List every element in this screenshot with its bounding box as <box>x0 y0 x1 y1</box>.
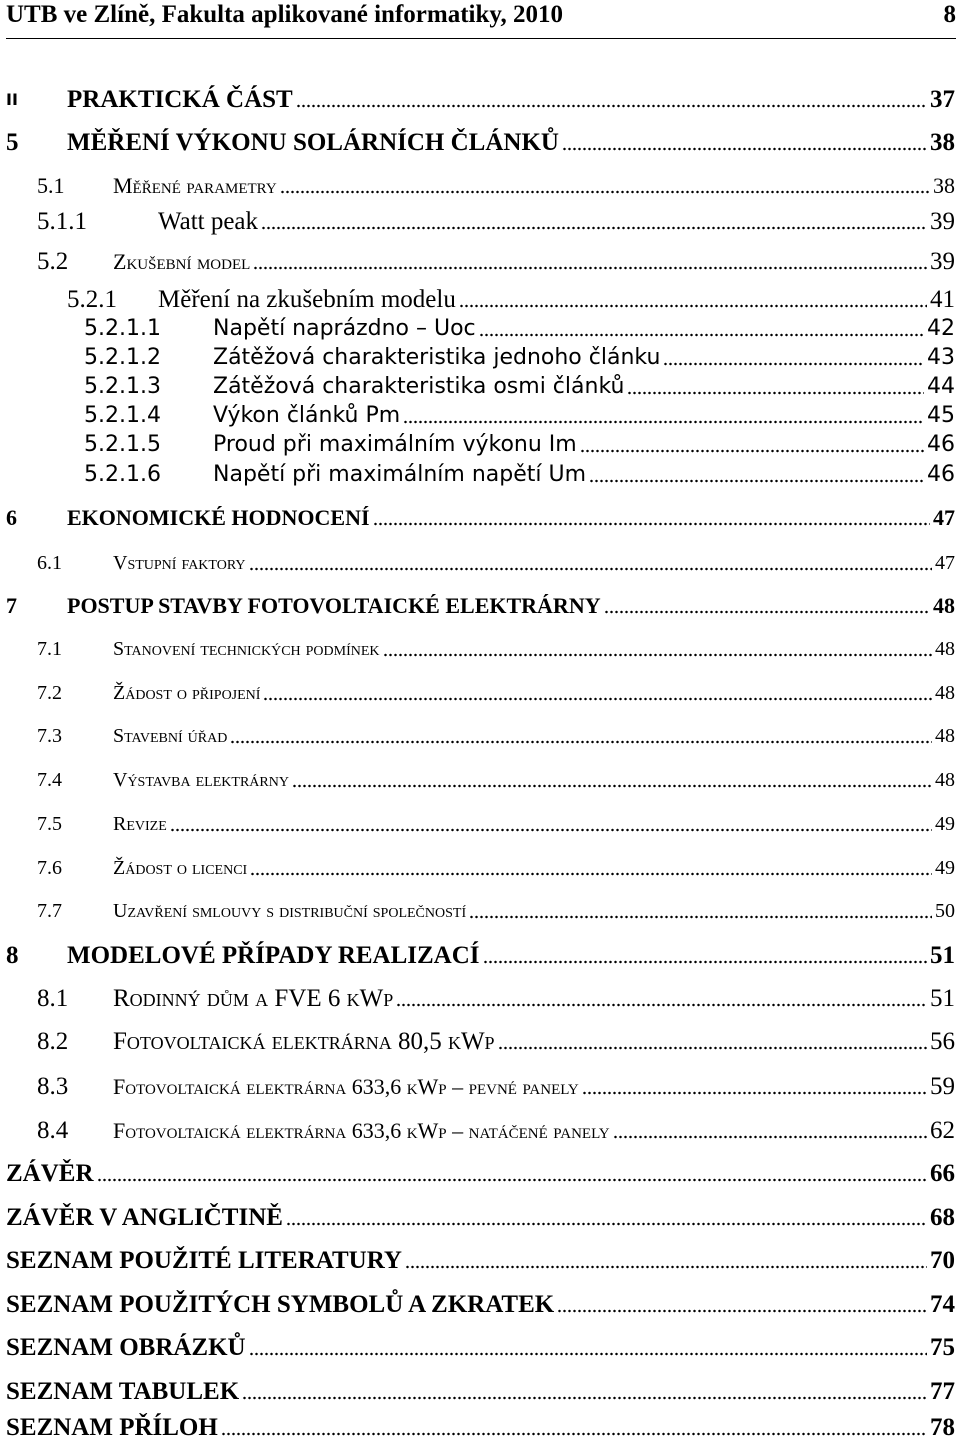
leader-dots <box>280 190 930 194</box>
toc-page: 51 <box>927 940 955 972</box>
toc-entry-symboly[interactable] <box>0 1289 960 1321</box>
toc-page: 78 <box>927 1412 955 1444</box>
toc-entry-7-6[interactable] <box>0 852 960 884</box>
toc-entry-8-2[interactable] <box>0 1026 960 1058</box>
toc-page: 74 <box>927 1289 955 1321</box>
leader-dots <box>250 872 932 876</box>
leader-dots <box>483 960 927 964</box>
toc-entry-tabulky[interactable] <box>0 1376 960 1408</box>
leader-dots <box>242 1396 927 1400</box>
toc-page: 38 <box>927 127 955 159</box>
toc-entry-part-ii[interactable] <box>0 84 960 116</box>
toc-number: 8.1 <box>37 983 72 1015</box>
toc-entry-zaver-en[interactable] <box>0 1202 960 1234</box>
toc-title: Stanovení technických podmínek <box>113 633 383 665</box>
toc-entry-zaver[interactable] <box>0 1158 960 1190</box>
toc-page: 46 <box>924 459 955 491</box>
toc-page: 51 <box>927 983 955 1015</box>
toc-page: 49 <box>932 852 955 884</box>
toc-title: MĚŘENÍ VÝKONU SOLÁRNÍCH ČLÁNKŮ <box>67 127 562 159</box>
toc-page: 44 <box>924 371 955 403</box>
leader-dots <box>663 362 924 366</box>
toc-entry-5-1-1[interactable] <box>0 206 960 238</box>
toc-title: ZÁVĚR V ANGLIČTINĚ <box>6 1202 286 1234</box>
leader-dots <box>604 610 930 614</box>
leader-dots <box>582 1091 927 1095</box>
leader-dots <box>580 449 924 453</box>
toc-title: POSTUP STAVBY FOTOVOLTAICKÉ ELEKTRÁRNY <box>67 590 604 622</box>
toc-number: 7.5 <box>37 808 66 840</box>
toc-number: 7.7 <box>37 895 66 927</box>
toc-entry-5-2-1-3[interactable] <box>0 371 960 403</box>
toc-entry-5-2-1[interactable] <box>0 284 960 316</box>
leader-dots <box>261 226 927 230</box>
toc-title: Napětí naprázdno – Uoc <box>213 313 479 345</box>
toc-title: Měření na zkušebním modelu <box>158 284 459 316</box>
toc-number: 5.2.1.6 <box>84 459 165 491</box>
header-title: UTB ve Zlíně, Fakulta aplikované informatiky, 2010 <box>6 1 564 28</box>
toc-entry-5-2-1-2[interactable] <box>0 342 960 374</box>
toc-number: 5.2.1.1 <box>84 313 165 345</box>
toc-title: MODELOVÉ PŘÍPADY REALIZACÍ <box>67 940 483 972</box>
toc-number: 5.1 <box>37 170 69 202</box>
toc-title: Uzavření smlouvy s distribuční společností <box>113 895 469 927</box>
toc-title: Revize <box>113 808 170 840</box>
page-header <box>6 0 956 39</box>
toc-page: 70 <box>927 1245 955 1277</box>
toc-number: 8.3 <box>37 1071 72 1103</box>
toc-entry-obrazky[interactable] <box>0 1332 960 1364</box>
toc-number: 7.2 <box>37 677 66 709</box>
leader-dots <box>296 104 927 108</box>
toc-number: 7.3 <box>37 720 66 752</box>
toc-title: Stavební úřad <box>113 720 230 752</box>
toc-entry-6-1[interactable] <box>0 547 960 579</box>
leader-dots <box>292 784 932 788</box>
leader-dots <box>230 740 932 744</box>
leader-dots <box>459 304 927 308</box>
toc-page: 47 <box>930 502 955 534</box>
leader-dots <box>383 653 932 657</box>
toc-entry-5-1[interactable] <box>0 170 960 202</box>
header-page-number: 8 <box>943 1 956 28</box>
toc-page: 49 <box>932 808 955 840</box>
leader-dots <box>469 915 932 919</box>
toc-page: 39 <box>927 246 955 278</box>
toc-entry-7-3[interactable] <box>0 720 960 752</box>
toc-page: 59 <box>927 1071 955 1103</box>
toc-title: Výstavba elektrárny <box>113 764 292 796</box>
toc-page: 42 <box>924 313 955 345</box>
toc-page: 48 <box>932 764 955 796</box>
toc-number: 5.2.1.5 <box>84 429 165 461</box>
leader-dots <box>627 391 924 395</box>
toc-title: SEZNAM TABULEK <box>6 1376 242 1408</box>
toc-number: 5.2.1.3 <box>84 371 165 403</box>
leader-dots <box>613 1135 927 1139</box>
toc-number: 7.1 <box>37 633 66 665</box>
toc-title: SEZNAM PŘÍLOH <box>6 1412 221 1444</box>
leader-dots <box>253 266 927 270</box>
toc-entry-chapter-5[interactable] <box>0 127 960 159</box>
toc-title: Měřené parametry <box>113 170 280 202</box>
leader-dots <box>396 1003 927 1007</box>
toc-entry-7-5[interactable] <box>0 808 960 840</box>
toc-title: Fotovoltaická elektrárna 633,6 kWp – natáčené panely <box>113 1115 613 1147</box>
toc-entry-5-2-1-4[interactable] <box>0 400 960 432</box>
toc-number: 5 <box>6 127 23 159</box>
leader-dots <box>373 522 930 526</box>
toc-number: 8.2 <box>37 1026 72 1058</box>
toc-title: Napětí při maximálním napětí Um <box>213 459 589 491</box>
toc-entry-5-2-1-5[interactable] <box>0 429 960 461</box>
toc-page: 48 <box>932 633 955 665</box>
toc-page: 77 <box>927 1376 955 1408</box>
toc-number: 5.2.1 <box>67 284 121 316</box>
toc-number: II <box>6 84 22 116</box>
toc-title: Rodinný dům a FVE 6 kWp <box>113 983 396 1015</box>
toc-title: SEZNAM POUŽITÉ LITERATURY <box>6 1245 405 1277</box>
leader-dots <box>557 1309 927 1313</box>
toc-title: Výkon článků Pm <box>213 400 403 432</box>
leader-dots <box>249 1352 927 1356</box>
toc-title: PRAKTICKÁ ČÁST <box>67 84 296 116</box>
toc-entry-7-7[interactable] <box>0 895 960 927</box>
toc-page: 75 <box>927 1332 955 1364</box>
toc-entry-chapter-7[interactable] <box>0 590 960 622</box>
toc-entry-5-2-1-6[interactable] <box>0 459 960 491</box>
toc-title: Zátěžová charakteristika osmi článků <box>213 371 627 403</box>
toc-page: 48 <box>930 590 955 622</box>
leader-dots <box>562 147 927 151</box>
toc-entry-5-2-1-1[interactable] <box>0 313 960 345</box>
toc-entry-chapter-6[interactable] <box>0 502 960 534</box>
leader-dots <box>405 1265 927 1269</box>
toc-entry-8-3[interactable] <box>0 1071 960 1103</box>
toc-entry-5-2[interactable] <box>0 246 960 278</box>
toc-page: 66 <box>927 1158 955 1190</box>
leader-dots <box>249 567 932 571</box>
toc-page: 50 <box>932 895 955 927</box>
toc-page: 43 <box>924 342 955 374</box>
leader-dots <box>479 333 924 337</box>
toc-title: SEZNAM POUŽITÝCH SYMBOLŮ A ZKRATEK <box>6 1289 557 1321</box>
toc-page: 68 <box>927 1202 955 1234</box>
toc-number: 7 <box>6 590 21 622</box>
leader-dots <box>263 697 932 701</box>
toc-entry-7-2[interactable] <box>0 677 960 709</box>
toc-page: 48 <box>932 720 955 752</box>
toc-number: 7.4 <box>37 764 66 796</box>
toc-entry-8-1[interactable] <box>0 983 960 1015</box>
leader-dots <box>97 1178 927 1182</box>
toc-title: Fotovoltaická elektrárna 80,5 kWp <box>113 1026 498 1058</box>
toc-title: Proud při maximálním výkonu Im <box>213 429 580 461</box>
toc-entry-8-4[interactable] <box>0 1115 960 1147</box>
toc-entry-prilohy[interactable] <box>0 1412 960 1444</box>
toc-page: 62 <box>927 1115 955 1147</box>
toc-title: EKONOMICKÉ HODNOCENÍ <box>67 502 373 534</box>
leader-dots <box>170 828 932 832</box>
toc-title: Zkušební model <box>113 246 253 278</box>
toc-entry-7-4[interactable] <box>0 764 960 796</box>
toc-title: Watt peak <box>158 206 261 238</box>
toc-number: 6 <box>6 502 21 534</box>
toc-page: 39 <box>927 206 955 238</box>
toc-number: 8 <box>6 940 23 972</box>
toc-title: Zátěžová charakteristika jednoho článku <box>213 342 663 374</box>
toc-title: Žádost o připojení <box>113 677 263 709</box>
toc-title: ZÁVĚR <box>6 1158 97 1190</box>
toc-page: 47 <box>932 547 955 579</box>
toc-number: 8.4 <box>37 1115 72 1147</box>
toc-title: SEZNAM OBRÁZKŮ <box>6 1332 249 1364</box>
toc-page: 37 <box>927 84 955 116</box>
toc-page: 38 <box>930 170 955 202</box>
leader-dots <box>589 479 924 483</box>
leader-dots <box>221 1432 927 1436</box>
toc-number: 7.6 <box>37 852 66 884</box>
toc-page: 56 <box>927 1026 955 1058</box>
toc-page: 41 <box>927 284 955 316</box>
toc-number: 6.1 <box>37 547 66 579</box>
leader-dots <box>498 1046 927 1050</box>
leader-dots <box>286 1222 927 1226</box>
toc-entry-7-1[interactable] <box>0 633 960 665</box>
toc-title: Vstupní faktory <box>113 547 249 579</box>
toc-page: 45 <box>924 400 955 432</box>
toc-title: Fotovoltaická elektrárna 633,6 kWp – pevné panely <box>113 1071 582 1103</box>
toc-title: Žádost o licenci <box>113 852 250 884</box>
toc-entry-literatura[interactable] <box>0 1245 960 1277</box>
toc-number: 5.2.1.2 <box>84 342 165 374</box>
toc-number: 5.2.1.4 <box>84 400 165 432</box>
toc-number: 5.1.1 <box>37 206 91 238</box>
toc-page: 48 <box>932 677 955 709</box>
toc-number: 5.2 <box>37 246 72 278</box>
leader-dots <box>403 420 924 424</box>
toc-page: 46 <box>924 429 955 461</box>
toc-entry-chapter-8[interactable] <box>0 940 960 972</box>
